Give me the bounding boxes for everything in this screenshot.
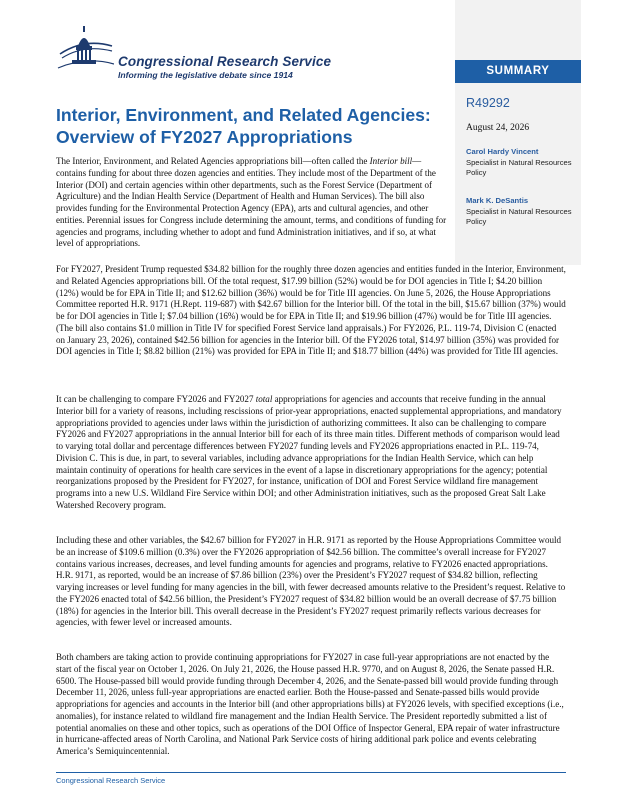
author-name[interactable]: Carol Hardy Vincent xyxy=(466,147,539,156)
summary-label: SUMMARY xyxy=(455,60,581,83)
body-paragraph: Including these and other variables, the $42.67 billion for FY2027 in H.R. 9171 as reported by the House Appropriations Committee would be an increase of $109.6 million (0.3%) over the FY2026 appropriation of $42.56 billion. The committee’s overall increase for FY2027 contains various increases, decreases, and level funding amounts for agencies and programs, relative to FY2026 enacted appropriations. H.R. 9171, as reported, would be an increase of $7.86 billion (23%) over the President’s FY2027 request of $34.82 billion, reflecting varying increases or level funding for many agencies in the bill, with fewer decreased amounts relative to the President’s request. Relative to the FY2026 enacted total of $42.56 billion, the President’s FY2027 request of $34.82 billion would be an overall decrease of $7.75 billion (18%) for agencies in the Interior bill. This overall decrease in the President’s FY2027 request primarily reflects various decreases for agencies, with fewer level or increased amounts. xyxy=(56,535,566,628)
body-paragraph: Both chambers are taking action to provide continuing appropriations for FY2027 in case full-year appropriations are not enacted by the start of the fiscal year on October 1, 2026. On July 21, 2026, the House passed H.R. 9770, and on August 8, 2026, the Senate passed H.R. 6500. The House-passed bill would provide funding through December 4, 2026, and the Senate-passed bill would provide funding through December 11, 2026, unless full-year appropriations are enacted earlier. Both the House-passed and Senate-passed bills would provide appropriations for agencies and accounts in the Interior bill (and other appropriations bills) at FY2026 levels, with specified exceptions (i.e., anomalies), for instance related to wildland fire management and the Indian Health Service. The President reportedly submitted a list of potential anomalies on these and other topics, such as operations of the DOI Office of Inspector General, EPA repair of water infrastructure in hurricane-affected areas of North Carolina, and National Park Service costs of hiring additional park police and events celebrating America’s Semiquincentennial. xyxy=(56,652,564,756)
italic-term: total xyxy=(255,394,273,404)
intro-text: —contains funding for about three dozen agencies and entities. They include most of the Department of the Interior (DOI) and certain agencies within other departments, such as the Forest Service (Department of Agriculture) and the Indian Health Service (Department of Health and Human Services). The bill also provides funding for the Environmental Protection Agency (EPA), arts and cultural agencies, and other entities. Perennial issues for Congress include determining the amount, terms, and conditions of funding for agencies and programs, including whether to adopt and fund Administration initiatives, and if so, at what level of appropriations. xyxy=(56,156,447,249)
report-date: August 24, 2026 xyxy=(466,123,530,133)
author-role: Specialist in Natural Resources Policy xyxy=(466,157,572,177)
logo-tagline: Informing the legislative debate since 1914 xyxy=(118,70,293,80)
intro-italic-term: Interior bill xyxy=(369,156,413,166)
body-paragraph xyxy=(56,394,566,512)
footer-label: Congressional Research Service xyxy=(56,776,166,785)
page-title: Interior, Environment, and Related Agencies: Overview of FY2027 Appropriations xyxy=(56,105,431,147)
logo-title: Congressional Research Service xyxy=(118,54,332,69)
paragraph-text: appropriations for agencies and accounts that receive funding in the annual Interior bill for a variety of reasons, including rescissions of prior-year appropriations, enacted supplemental appropriations, and mandatory appropriations provided to agencies under laws within the jurisdiction of authorizing committees. It also can be challenging to compare FY2026 and FY2027 appropriations in the annual Interior bill for each of its three main titles. Different methods of comparison would lead to varying total dollar and percentage differences between FY2027 funding levels and FY2026 appropriations enacted in P.L. 119-74, Division C. This is due, in part, to several variables, including advance appropriations for the Indian Health Service, which can help maintain continuity of operations for health care services in the event of a lapse in discretionary appropriations for the agency; potential reorganizations proposed by the President for FY2027, for instance, unification of DOI and Forest Service wildland fire management programs into a new U.S. Wildland Fire Service within DOI; and other Administration initiatives, such as the proposed Great Salt Lake Watershed Recovery program. xyxy=(56,394,562,510)
body-paragraph: For FY2027, President Trump requested $34.82 billion for the roughly three dozen agencies and entities funded in the Interior, Environment, and Related Agencies appropriations bill. Of the total request, $17.99 billion (52%) would be for DOI agencies in Title I; $4.20 billion (12%) would be for EPA in Title II; and $12.62 billion (36%) would be for Title III agencies. On June 5, 2026, the House Appropriations Committee reported H.R. 9171 (H.Rept. 119-687) with $42.67 billion for the Interior bill. Of the total in the bill, $15.67 billion (37%) would be for DOI agencies in Title I; $7.04 billion (16%) would be for EPA in Title II; and $19.96 billion (47%) would be for Title III agencies. (The bill also contains $1.0 million in Title IV for specified Forest Service land appraisals.) For FY2026, P.L. 119-74, Division C (enacted on January 23, 2026), contained $42.56 billion for agencies in the Interior bill. Of the FY2026 total, $14.97 billion (35%) was provided for DOI agencies in Title I; $8.82 billion (21%) was provided for EPA in Title II; and $18.77 billion (44%) was provided for Title III agencies. xyxy=(56,264,566,357)
report-number: R49292 xyxy=(466,96,510,110)
footer-divider xyxy=(56,772,566,773)
crs-logo xyxy=(56,24,332,84)
author-name[interactable]: Mark K. DeSantis xyxy=(466,196,529,205)
author-role: Specialist in Natural Resources Policy xyxy=(466,206,572,226)
capitol-dome-icon xyxy=(56,24,114,82)
intro-text: The Interior, Environment, and Related Agencies appropriations bill—often called the xyxy=(56,156,370,166)
author-block xyxy=(466,196,576,228)
intro-paragraph xyxy=(56,156,449,250)
author-block xyxy=(466,147,576,179)
paragraph-text: It can be challenging to compare FY2026 and FY2027 xyxy=(56,394,256,404)
